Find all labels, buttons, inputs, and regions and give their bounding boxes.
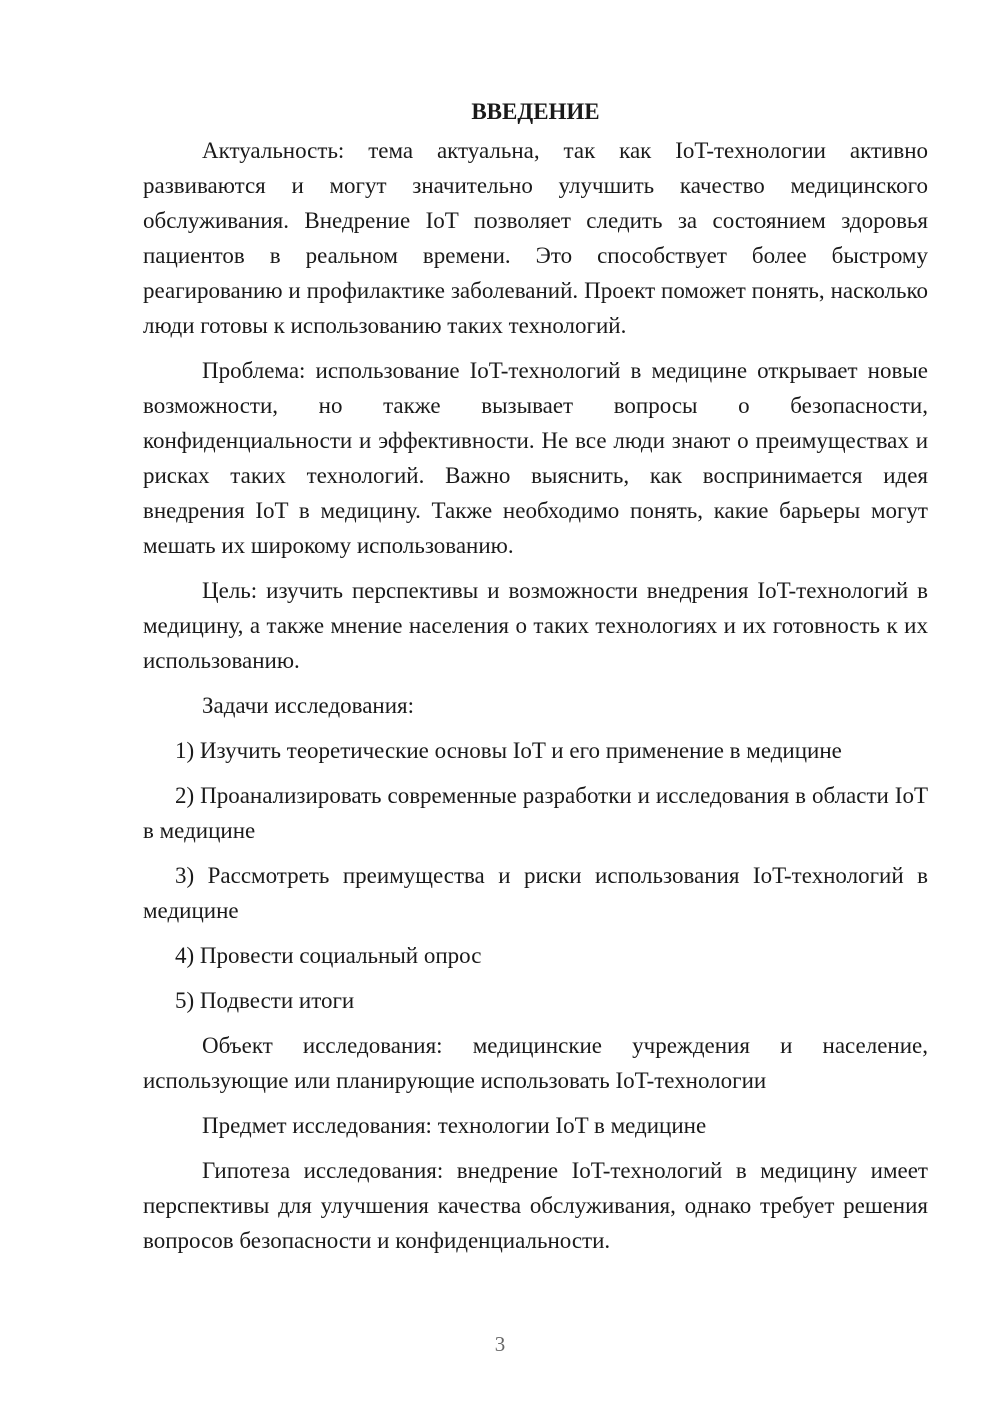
task-item: 1) Изучить теоретические основы IoT и его применение в медицине — [175, 738, 842, 763]
paragraph-hypothesis: Гипотеза исследования: внедрение IoT-технологий в медицину имеет перспективы для улучшения качества обслуживания, однако требует решения вопросов безопасности и конфиденциальности. — [143, 1158, 928, 1253]
task-item: 5) Подвести итоги — [175, 988, 355, 1013]
paragraph-problem: Проблема: использование IoT-технологий в медицине открывает новые возможности, но также вызывает вопросы о безопасности, конфиденциальности и эффективности. Не все люди знают о преимуществах и рисках таких технологий. Важно выяснить, как воспринимается идея внедрения IoT в медицину. Также необходимо понять, какие барьеры могут мешать их широкому использованию. — [143, 358, 928, 558]
task-item: 2) Проанализировать современные разработки и исследования в области IoT в медицине — [143, 783, 928, 843]
page-content — [143, 94, 928, 1268]
paragraph-subject: Предмет исследования: технологии IoT в медицине — [202, 1113, 707, 1138]
section-title: ВВЕДЕНИЕ — [471, 99, 600, 124]
task-item: 4) Провести социальный опрос — [175, 943, 482, 968]
task-item: 3) Рассмотреть преимущества и риски использования IoT-технологий в медицине — [143, 863, 928, 923]
page-number: 3 — [494, 1332, 506, 1356]
paragraph-object: Объект исследования: медицинские учреждения и население, использующие или планирующие использовать IoT-технологии — [143, 1033, 928, 1093]
paragraph-goal: Цель: изучить перспективы и возможности внедрения IoT-технологий в медицину, а также мнение населения о таких технологиях и их готовность к их использованию. — [143, 578, 928, 673]
tasks-heading: Задачи исследования: — [202, 693, 415, 718]
paragraph-relevance: Актуальность: тема актуальна, так как IoT-технологии активно развиваются и могут значительно улучшить качество медицинского обслуживания. Внедрение IoT позволяет следить за состоянием здоровья пациентов в реальном времени. Это способствует более быстрому реагированию и профилактике заболеваний. Проект поможет понять, насколько люди готовы к использованию таких технологий. — [143, 138, 928, 338]
